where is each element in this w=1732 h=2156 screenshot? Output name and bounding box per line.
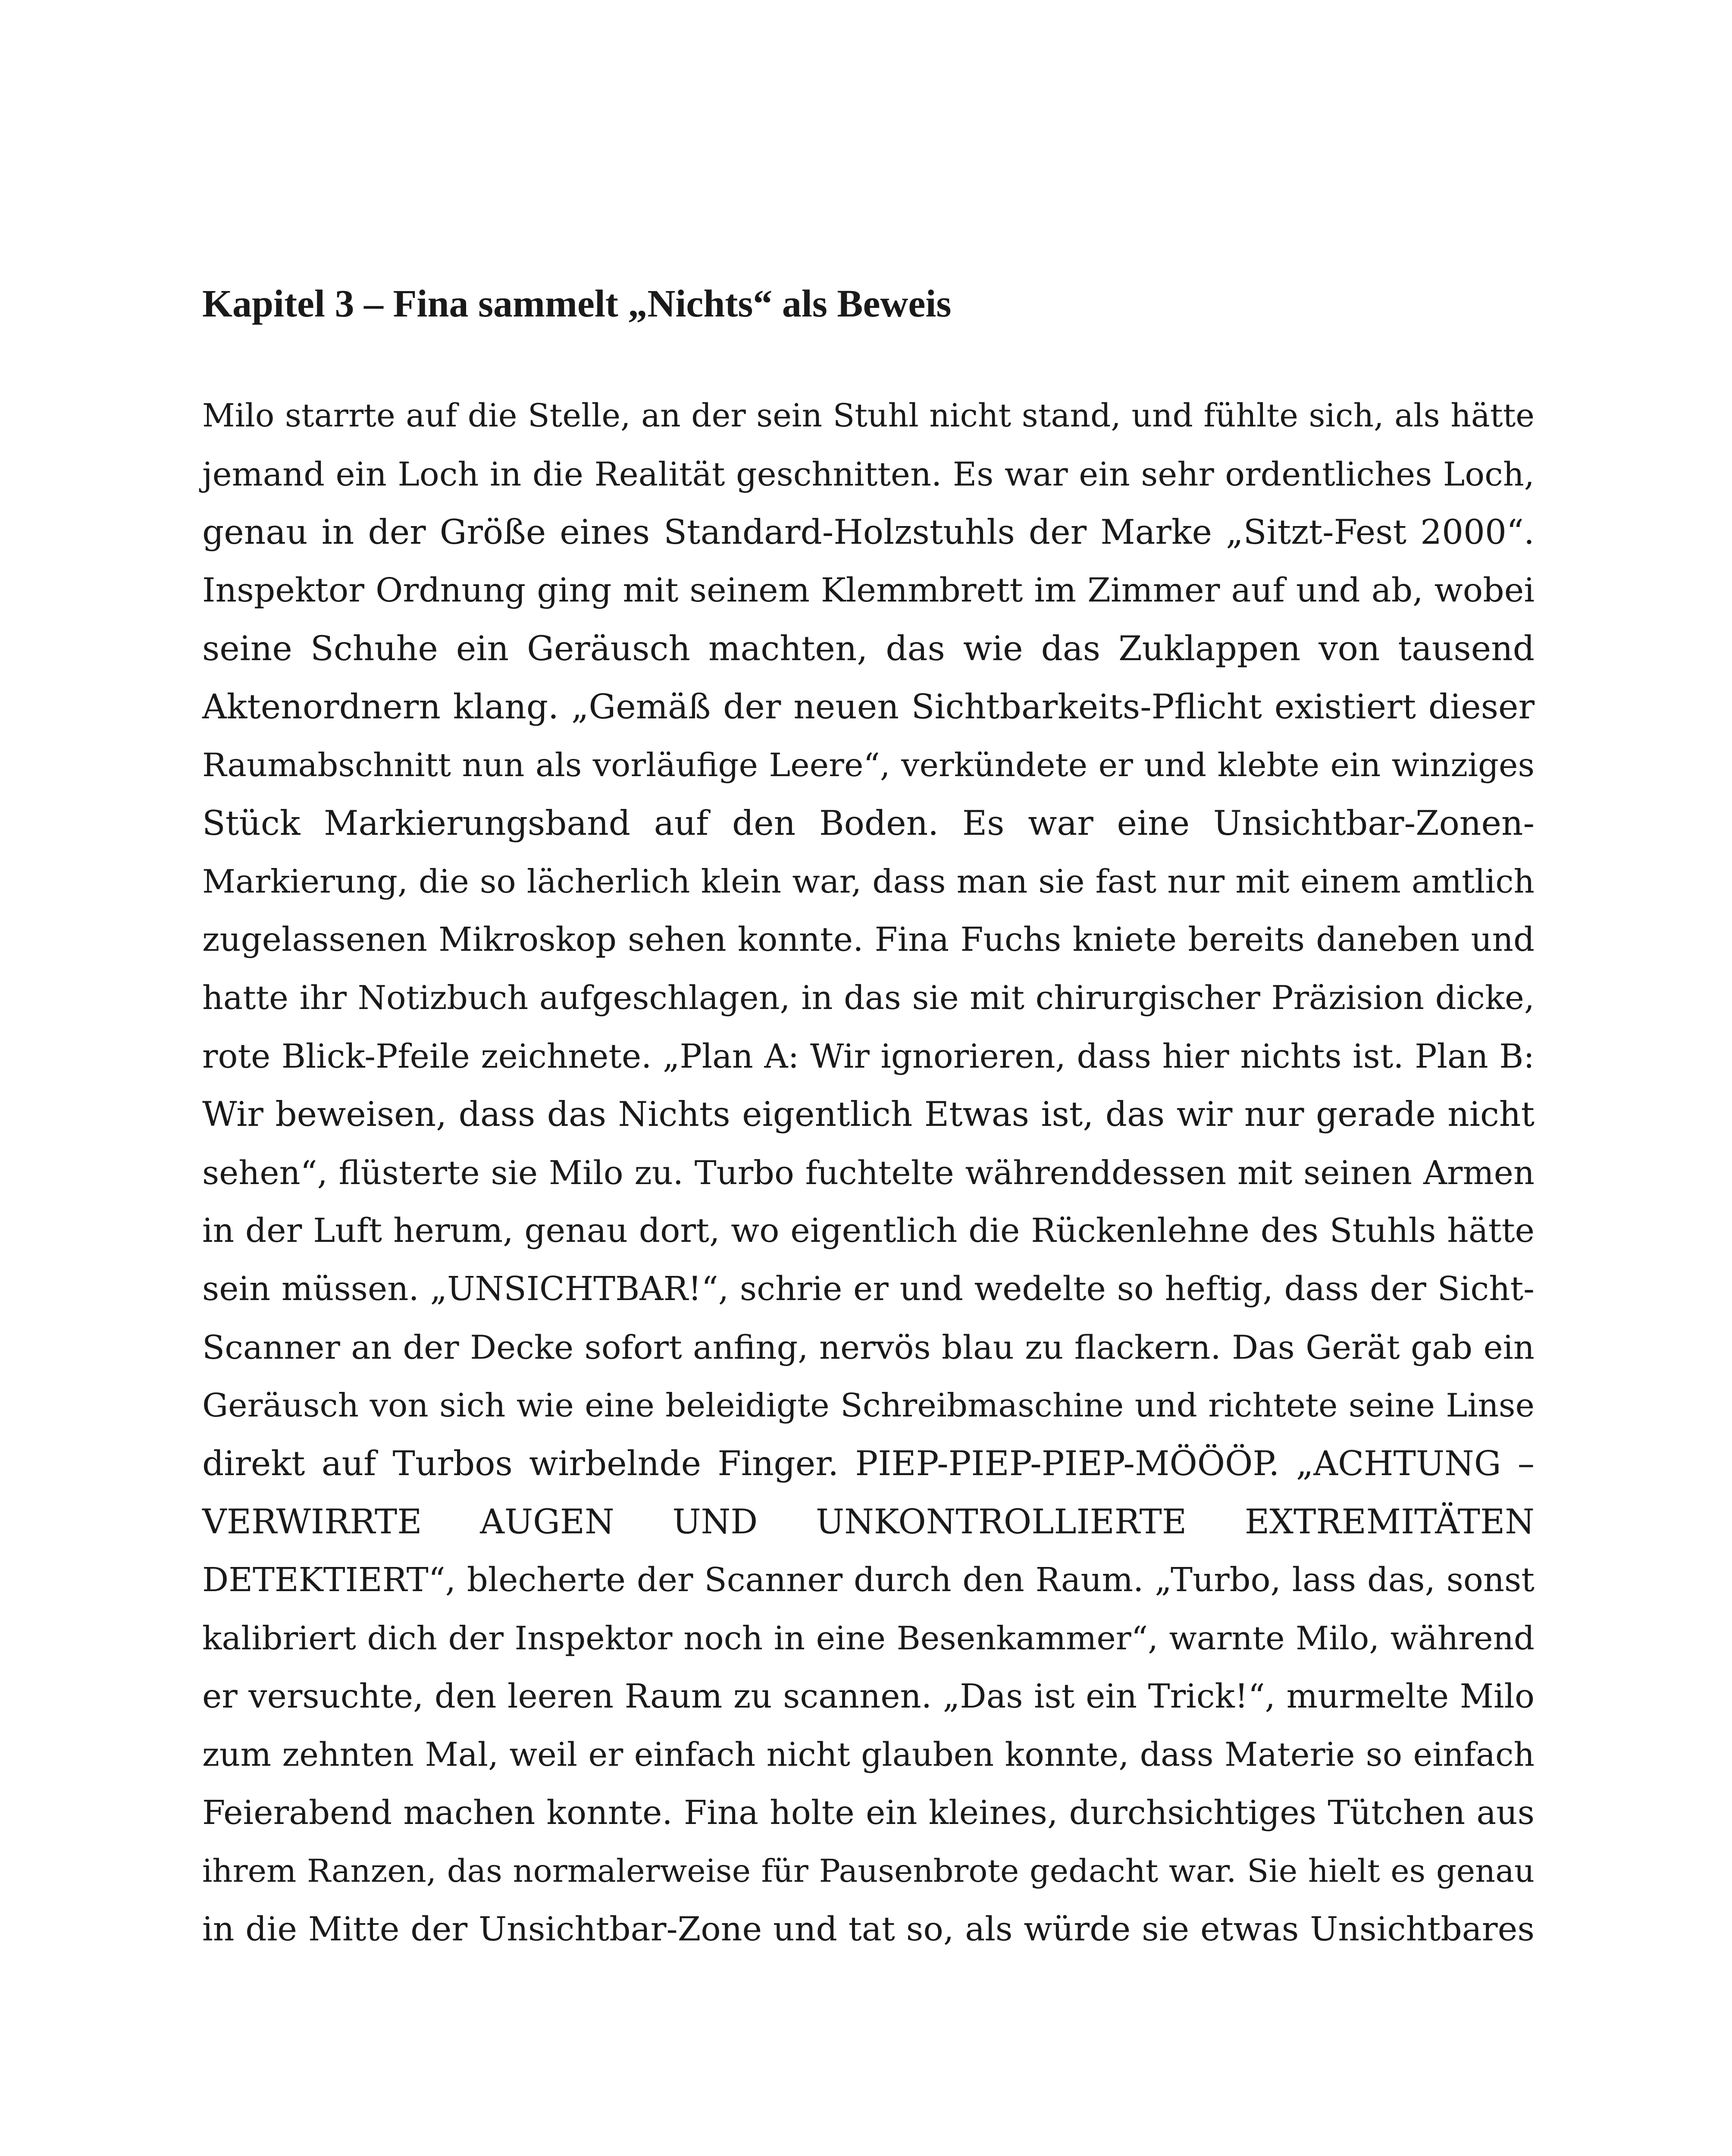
text-line: Markierung, die so lächerlich klein war, dass man sie fast nur mit einem amtlich: [202, 862, 1535, 900]
body-paragraph: [202, 387, 1535, 1959]
text-line: sein müssen. „UNSICHTBAR!“, schrie er und wedelte so heftig, dass der Sicht-: [202, 1270, 1535, 1308]
text-line: Inspektor Ordnung ging mit seinem Klemmbrett im Zimmer auf und ab, wobei: [202, 571, 1535, 610]
text-line: kalibriert dich der Inspektor noch in eine Besenkammer“, warnte Milo, während: [202, 1619, 1535, 1657]
text-line: seine Schuhe ein Geräusch machten, das wie das Zuklappen von tausend: [202, 629, 1535, 668]
text-line: jemand ein Loch in die Realität geschnitten. Es war ein sehr ordentliches Loch,: [202, 455, 1535, 493]
text-line: Aktenordnern klang. „Gemäß der neuen Sichtbarkeits-Pflicht existiert dieser: [202, 687, 1535, 727]
text-line: er versuchte, den leeren Raum zu scannen. „Das ist ein Trick!“, murmelte Milo: [202, 1677, 1535, 1716]
text-line: in die Mitte der Unsichtbar-Zone und tat so, als würde sie etwas Unsichtbares: [202, 1910, 1535, 1949]
text-line: hatte ihr Notizbuch aufgeschlagen, in das sie mit chirurgischer Präzision dicke,: [202, 979, 1535, 1017]
text-line: Feierabend machen konnte. Fina holte ein kleines, durchsichtiges Tütchen aus: [202, 1794, 1535, 1832]
text-line: VERWIRRTE AUGEN UND UNKONTROLLIERTE EXTREMITÄTEN: [202, 1502, 1535, 1542]
text-line: Raumabschnitt nun als vorläufige Leere“, verkündete er und klebte ein winziges: [202, 746, 1535, 784]
text-line: sehen“, flüsterte sie Milo zu. Turbo fuchtelte währenddessen mit seinen Armen: [202, 1153, 1535, 1192]
text-line: in der Luft herum, genau dort, wo eigentlich die Rückenlehne des Stuhls hätte: [202, 1212, 1535, 1250]
text-line: zugelassenen Mikroskop sehen konnte. Fina Fuchs kniete bereits daneben und: [202, 921, 1535, 959]
text-line: zum zehnten Mal, weil er einfach nicht glauben konnte, dass Materie so einfach: [202, 1736, 1535, 1774]
text-line: ihrem Ranzen, das normalerweise für Pausenbrote gedacht war. Sie hielt es genau: [202, 1853, 1535, 1890]
text-line: Wir beweisen, dass das Nichts eigentlich Etwas ist, das wir nur gerade nicht: [202, 1094, 1535, 1134]
text-line: Geräusch von sich wie eine beleidigte Schreibmaschine und richtete seine Linse: [202, 1386, 1535, 1424]
text-line: Stück Markierungsband auf den Boden. Es war eine Unsichtbar-Zonen-: [202, 803, 1535, 843]
text-line: Milo starrte auf die Stelle, an der sein Stuhl nicht stand, und fühlte sich, als hätte: [202, 397, 1535, 434]
chapter-title: Kapitel 3 – Fina sammelt „Nichts“ als Beweis: [202, 282, 952, 325]
text-line: Scanner an der Decke sofort anfing, nervös blau zu flackern. Das Gerät gab ein: [202, 1328, 1535, 1366]
text-line: direkt auf Turbos wirbelnde Finger. PIEP-PIEP-PIEP-MÖÖÖP. „ACHTUNG –: [202, 1444, 1535, 1483]
text-line: genau in der Größe eines Standard-Holzstuhls der Marke „Sitzt-Fest 2000“.: [202, 512, 1535, 552]
text-line: DETEKTIERT“, blecherte der Scanner durch den Raum. „Turbo, lass das, sonst: [202, 1561, 1535, 1599]
text-line: rote Blick-Pfeile zeichnete. „Plan A: Wir ignorieren, dass hier nichts ist. Plan B:: [202, 1037, 1535, 1075]
